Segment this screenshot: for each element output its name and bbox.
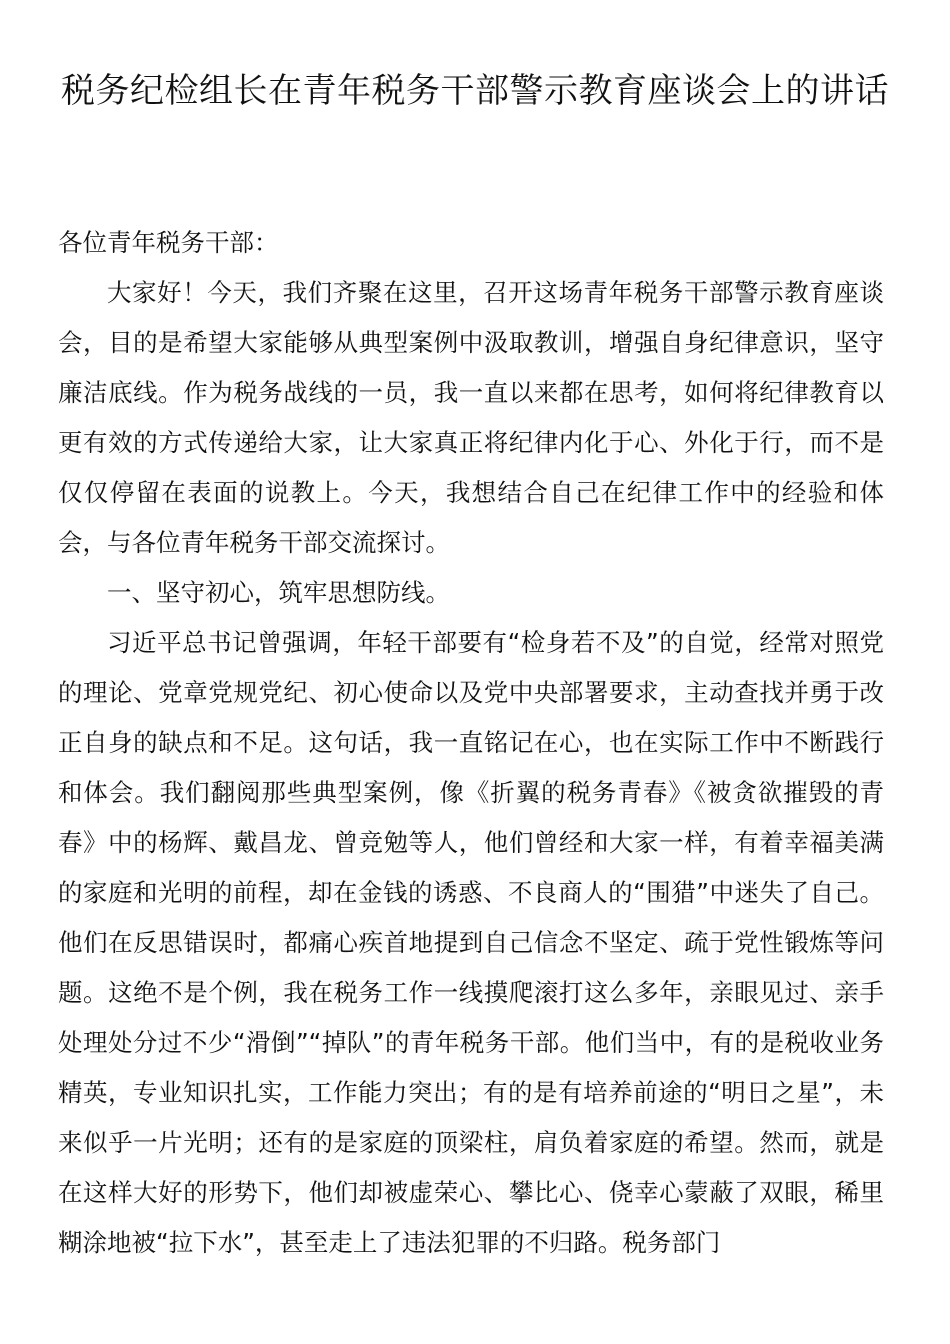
paragraph-section-1: 习近平总书记曾强调，年轻干部要有“检身若不及”的自觉，经常对照党的理论、党章党规党纪、初心使命以及党中央部署要求，主动查找并勇于改正自身的缺点和不足。这句话，我一直铭记在心，也在实际工作中不断践行和体会。我们翻阅那些典型案例，像《折翼的税务青春》《被贪欲摧毁的青春》中的杨辉、戴昌龙、曾竞勉等人，他们曾经和大家一样，有着幸福美满的家庭和光明的前程，却在金钱的诱惑、不良商人的“围猎”中迷失了自己。他们在反思错误时，都痛心疾首地提到自己信念不坚定、疏于党性锻炼等问题。这绝不是个例，我在税务工作一线摸爬滚打这么多年，亲眼见过、亲手处理处分过不少“滑倒”“掉队”的青年税务干部。他们当中，有的是税收业务精英，专业知识扎实，工作能力突出；有的是有培养前途的“明日之星”，未来似乎一片光明；还有的是家庭的顶梁柱，肩负着家庭的希望。然而，就是在这样大好的形势下，他们却被虚荣心、攀比心、侥幸心蒙蔽了双眼，稀里糊涂地被“拉下水”，甚至走上了违法犯罪的不归路。税务部门 xyxy=(58,628,884,1257)
document-body xyxy=(58,268,884,1268)
document-title: 税务纪检组长在青年税务干部警示教育座谈会上的讲话 xyxy=(61,71,889,111)
section-heading-1: 一、坚守初心，筑牢思想防线。 xyxy=(107,578,450,607)
salutation: 各位青年税务干部： xyxy=(58,228,279,257)
paragraph-opening: 大家好！今天，我们齐聚在这里，召开这场青年税务干部警示教育座谈会，目的是希望大家能够从典型案例中汲取教训，增强自身纪律意识，坚守廉洁底线。作为税务战线的一员，我一直以来都在思考，如何将纪律教育以更有效的方式传递给大家，让大家真正将纪律内化于心、外化于行，而不是仅仅停留在表面的说教上。今天，我想结合自己在纪律工作中的经验和体会，与各位青年税务干部交流探讨。 xyxy=(58,278,884,557)
